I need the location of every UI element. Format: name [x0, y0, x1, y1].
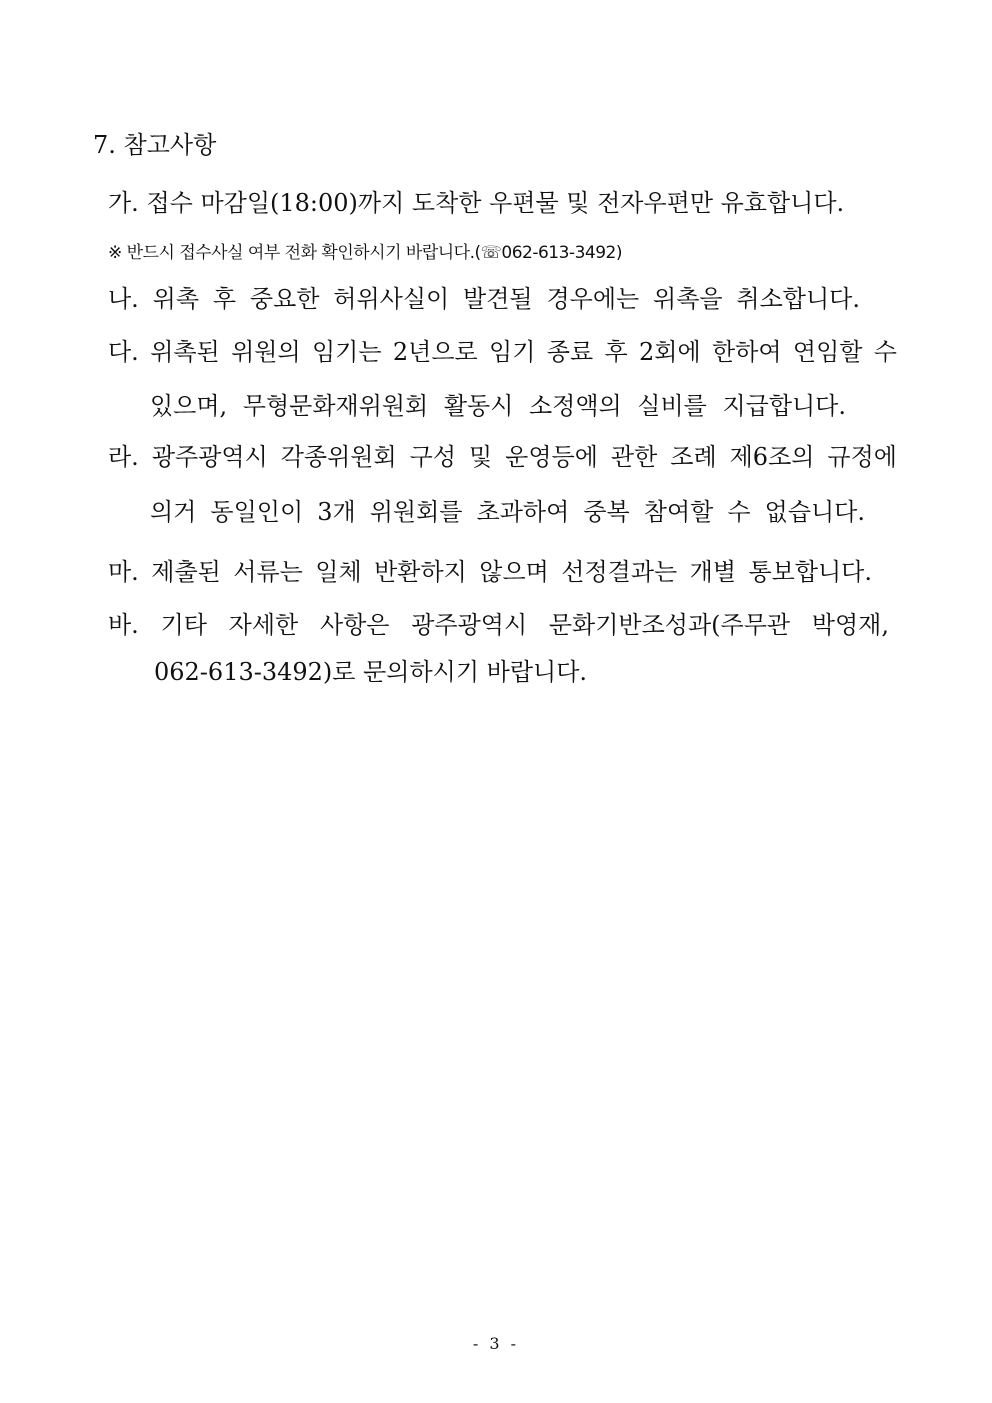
list-item-ra	[108, 442, 897, 472]
list-item-da-continuation: 있으며, 무형문화재위원회 활동시 소정액의 실비를 지급합니다.	[150, 392, 846, 420]
list-item-ga	[108, 188, 845, 218]
list-item-ra-continuation: 의거 동일인이 3개 위원회를 초과하여 중복 참여할 수 없습니다.	[150, 498, 865, 526]
item-text-line-1: 기타 자세한 사항은 광주광역시 문화기반조성과(주무관 박영재,	[160, 611, 889, 639]
item-marker: 라.	[108, 443, 139, 471]
item-text-line-1: 위촉된 위원의 임기는 2년으로 임기 종료 후 2회에 한하여 연임할 수	[150, 338, 897, 366]
list-item-ba	[108, 610, 889, 640]
list-item-ma	[108, 557, 872, 587]
list-item-na	[108, 284, 860, 314]
item-marker: 바.	[108, 611, 139, 639]
item-marker: 다.	[108, 338, 139, 366]
item-text: 접수 마감일(18:00)까지 도착한 우편물 및 전자우편만 유효합니다.	[146, 189, 845, 217]
list-item-da	[108, 337, 897, 367]
item-text: 제출된 서류는 일체 반환하지 않으며 선정결과는 개별 통보합니다.	[151, 558, 872, 586]
item-text: 위촉 후 중요한 허위사실이 발견될 경우에는 위촉을 취소합니다.	[152, 285, 860, 313]
item-marker: 나.	[108, 285, 139, 313]
phone-note: ※ 반드시 접수사실 여부 전화 확인하시기 바랍니다.(☏062-613-3492)	[108, 243, 622, 263]
section-heading: 7. 참고사항	[93, 131, 217, 159]
item-marker: 가.	[108, 189, 139, 217]
page-number: - 3 -	[472, 1334, 520, 1353]
item-text-line-1: 광주광역시 각종위원회 구성 및 운영등에 관한 조례 제6조의 규정에	[151, 443, 897, 471]
list-item-ba-continuation: 062-613-3492)로 문의하시기 바랍니다.	[154, 658, 588, 686]
item-marker: 마.	[108, 558, 139, 586]
